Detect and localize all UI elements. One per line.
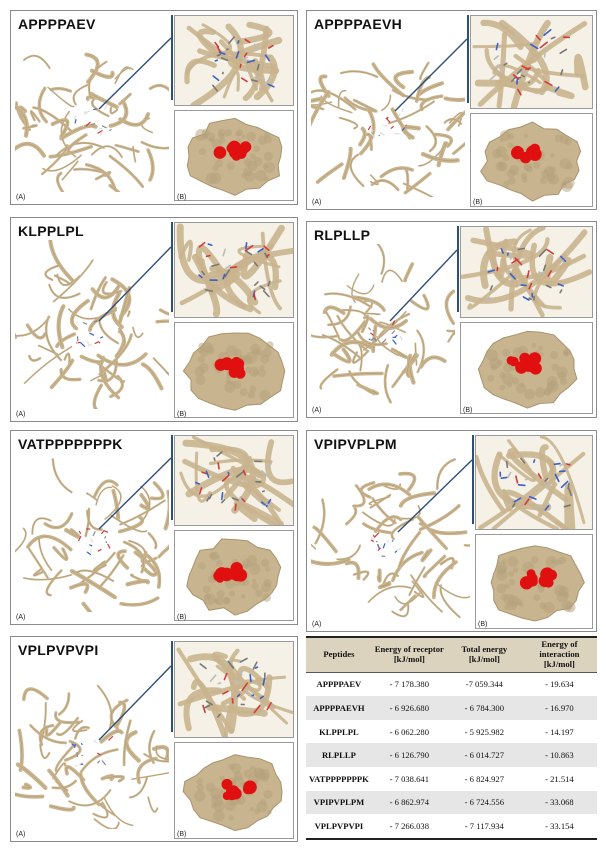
- zoomed-binding-site-image: [174, 641, 294, 738]
- peptide-title: VPLPVPVPI: [18, 642, 99, 658]
- peptide-panel-klpplpl: [10, 217, 298, 422]
- table-cell-peptide: VPLPVPVPI: [306, 814, 372, 839]
- table-row: [306, 672, 597, 696]
- molecular-surface-image: [174, 110, 294, 201]
- table-cell-total: - 5 925.982: [464, 726, 505, 737]
- zoomed-binding-site-image: [174, 435, 294, 526]
- table-cell-interaction: - 16.970: [522, 696, 597, 720]
- energy-table: [306, 636, 597, 840]
- table-cell-peptide: KLPPLPL: [319, 726, 359, 737]
- label-b: (B): [177, 411, 187, 418]
- table-cell-receptor: - 7 266.038: [372, 814, 447, 839]
- label-b: (B): [473, 199, 483, 206]
- peptide-panel-appppaev: [10, 10, 298, 205]
- label-b: (B): [478, 621, 488, 628]
- label-a: (A): [312, 621, 322, 628]
- table-row: [306, 720, 597, 744]
- zoomed-binding-site-image: [470, 15, 593, 109]
- label-a: (A): [16, 411, 26, 418]
- table-cell-receptor: - 7 178.380: [389, 679, 430, 690]
- peptide-panel-vpipvplpm: [306, 430, 597, 632]
- table-row: [306, 767, 597, 791]
- table-cell-interaction: - 10.863: [522, 743, 597, 767]
- table-cell-receptor: - 6 862.974: [372, 791, 447, 815]
- table-cell-total: - 6 014.727: [447, 743, 522, 767]
- peptide-title: RLPLLP: [314, 227, 371, 243]
- molecular-surface-image: [460, 322, 593, 414]
- table-row: [306, 791, 597, 815]
- zoomed-binding-site-image: [460, 226, 593, 318]
- label-b: (B): [177, 194, 187, 201]
- peptide-title: APPPPAEV: [18, 16, 96, 32]
- zoomed-binding-site-image: [475, 435, 593, 530]
- molecular-surface-image: [174, 322, 294, 418]
- peptide-title: VATPPPPPPPK: [18, 436, 123, 452]
- table-cell-total: - 6 784.300: [447, 696, 522, 720]
- label-a: (A): [312, 199, 322, 206]
- table-cell-interaction: - 21.514: [545, 773, 574, 784]
- peptide-panel-rlpllp: [306, 221, 597, 418]
- table-cell-receptor: - 6 926.680: [372, 696, 447, 720]
- table-cell-peptide: VPIPVPLPM: [306, 791, 372, 815]
- peptide-panel-appppaevh: [306, 10, 597, 210]
- table-cell-interaction: - 33.154: [522, 814, 597, 839]
- label-a: (A): [16, 194, 26, 201]
- table-row: [306, 814, 597, 839]
- zoomed-binding-site-image: [174, 222, 294, 318]
- table-cell-interaction: - 14.197: [545, 726, 574, 737]
- table-cell-total: - 6 824.927: [464, 773, 505, 784]
- table-cell-peptide: RLPLLP: [306, 743, 372, 767]
- label-a: (A): [16, 614, 26, 621]
- table-cell-receptor: - 7 038.641: [389, 773, 430, 784]
- table-cell-receptor: - 6 062.280: [389, 726, 430, 737]
- table-header-peptides: Peptides: [306, 637, 372, 672]
- peptide-title: KLPPLPL: [18, 223, 84, 239]
- label-a: (A): [312, 407, 322, 414]
- table-cell-peptide: APPPPAEV: [316, 679, 362, 690]
- label-b: (B): [463, 407, 473, 414]
- molecular-surface-image: [174, 742, 294, 839]
- peptide-panel-vatpppppppk: [10, 430, 298, 625]
- table-cell-interaction: - 19.634: [545, 679, 574, 690]
- table-header-row: [306, 637, 597, 672]
- table-header-total-energy: Total energy [kJ/mol]: [447, 637, 522, 672]
- label-b: (B): [177, 831, 187, 838]
- label-b: (B): [177, 614, 187, 621]
- table-cell-total: -7 059.344: [465, 679, 503, 690]
- table-cell-receptor: - 6 126.790: [372, 743, 447, 767]
- zoomed-binding-site-image: [174, 15, 294, 106]
- peptide-title: VPIPVPLPM: [314, 436, 397, 452]
- table-row: [306, 743, 597, 767]
- table-row: [306, 696, 597, 720]
- table-header-energy-receptor: Energy of receptor [kJ/mol]: [372, 637, 447, 672]
- peptide-title: APPPPAEVH: [314, 16, 403, 32]
- molecular-surface-image: [470, 113, 593, 207]
- table-header-energy-interaction: Energy of interaction [kJ/mol]: [522, 637, 597, 672]
- molecular-surface-image: [174, 530, 294, 621]
- table-cell-total: - 6 724.556: [447, 791, 522, 815]
- table-cell-total: - 7 117.934: [447, 814, 522, 839]
- table-cell-interaction: - 33.068: [522, 791, 597, 815]
- molecular-surface-image: [475, 534, 593, 629]
- table-cell-peptide: VATPPPPPPPK: [309, 773, 369, 784]
- peptide-panel-vplpvpvpi: [10, 636, 298, 842]
- energy-table-container: [306, 636, 597, 840]
- label-a: (A): [16, 831, 26, 838]
- table-cell-peptide: APPPPAEVH: [306, 696, 372, 720]
